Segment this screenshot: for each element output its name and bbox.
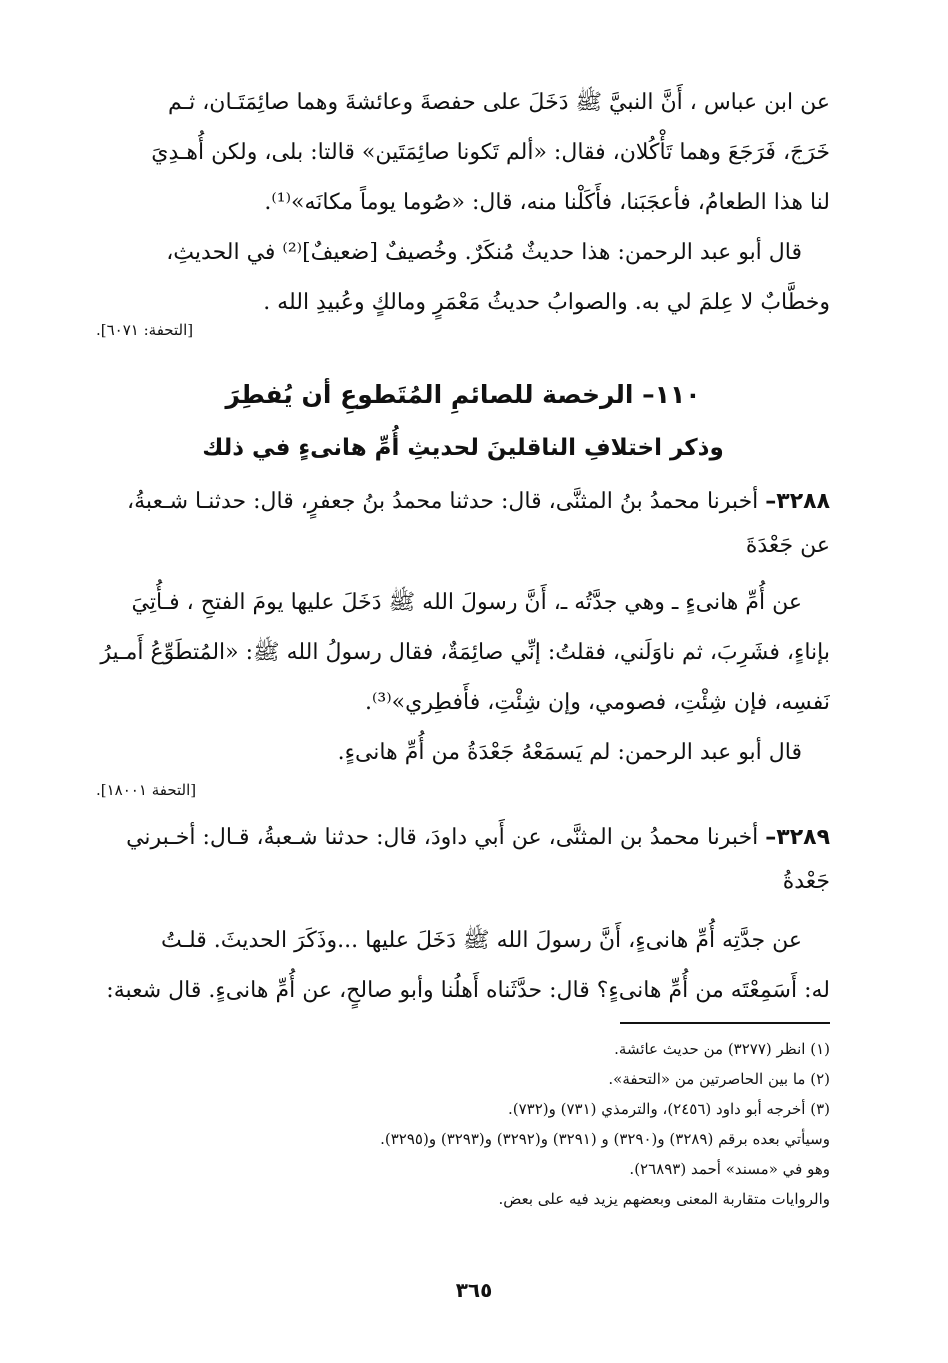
text-line: وخطَّابٌ لا عِلمَ لي به. والصوابُ حديثُ مَعْمَرٍ ومالكٍ وعُبيدِ الله . bbox=[263, 290, 830, 315]
tuhfa-reference: [التحفة ١٨٠٠١]. bbox=[96, 781, 197, 799]
author-note bbox=[96, 228, 830, 328]
text-line: بإناءٍ، فشَرِبَ، ثم ناوَلَني، فقلتُ: إنِّي صائِمَةٌ، فقال رسولُ الله ﷺ: «المُتطَوِّعُ أَمـيرُ bbox=[100, 640, 830, 665]
chapter-title: ١١٠– الرخصة للصائمِ المُتَطوعِ أن يُفطِرَ bbox=[225, 380, 701, 409]
footnote: وهو في «مسند» أحمد (٢٦٨٩٣). bbox=[629, 1160, 830, 1178]
text-line: جَعْدةُ bbox=[782, 869, 830, 894]
isnad-text: أخبرنا محمدُ بن المثنَّى، عن أَبي داودَ، قال: حدثنا شـعبةُ، قـال: أخـبرني bbox=[126, 825, 759, 850]
text-line: قال أبو عبد الرحمن: لم يَسمَعْهُ جَعْدَةُ من أُمِّ هانىءٍ. bbox=[337, 740, 802, 765]
footnote: (١) انظر (٣٢٧٧) من حديث عائشة. bbox=[614, 1040, 830, 1058]
hadith-number: ٣٢٨٩– bbox=[765, 825, 830, 850]
text-line bbox=[96, 816, 830, 860]
chapter-subtitle: وذكر اختلافِ الناقلينَ لحديثِ أُمِّ هانىءٍ في ذلك bbox=[202, 435, 724, 461]
text-line: لنا هذا الطعامُ، فأعجَبَنا، فأَكَلْنا منه، قال: «صُوما يوماً مكانَه»⁽¹⁾. bbox=[264, 190, 830, 215]
footnote-divider bbox=[620, 1022, 830, 1024]
text-line: عن ابن عباس ، أَنَّ النبيَّ ﷺ دَخَلَ على حفصةَ وعائشةَ وهما صائِمَتَـان، ثـم bbox=[168, 90, 830, 115]
isnad-text: أخبرنا محمدُ بنُ المثنَّى، قال: حدثنا محمدُ بنُ جعفرٍ، قال: حدثنـا شـعبةُ، bbox=[127, 489, 759, 514]
hadith-3289-isnad bbox=[96, 816, 830, 904]
footnote: (٣) أخرجه أبو داود (٢٤٥٦)، والترمذي (٧٣١) و(٧٣٢). bbox=[507, 1100, 830, 1118]
text-line: نَفسِه، فإن شِئْتِ، فصومي، وإن شِئْتِ، فأَفطِري»⁽³⁾. bbox=[365, 690, 830, 715]
footnote: والروايات متقاربة المعنى وبعضهم يزيد فيه على بعض. bbox=[498, 1190, 830, 1208]
text-line: عن جَعْدَةَ bbox=[745, 533, 830, 558]
text-line: خَرَجَ، فَرَجَعَ وهما تَأْكُلان، فقال: «ألم تَكونا صائِمَتَين» قالتا: بلى، ولكن أُهـدِيَ bbox=[151, 140, 830, 165]
footnote: وسيأتي بعده برقم (٣٢٨٩) و(٣٢٩٠) و (٣٢٩١) و(٣٢٩٢) و(٣٢٩٣) و(٣٢٩٥). bbox=[380, 1130, 830, 1148]
hadith-3289-matn bbox=[96, 916, 830, 1016]
page-body bbox=[96, 78, 830, 1016]
text-line: قال أبو عبد الرحمن: هذا حديثٌ مُنكَرٌ. وخُصيفٌ [ضعيفٌ]⁽²⁾ في الحديثِ، bbox=[166, 240, 802, 265]
footnote: (٢) ما بين الحاصرتين من «التحفة». bbox=[608, 1070, 830, 1088]
page-number: ٣٦٥ bbox=[455, 1278, 493, 1302]
hadith-number: ٣٢٨٨– bbox=[765, 489, 830, 514]
text-line: عن أُمِّ هانىءٍ ـ وهي جدَّتُه ـ، أَنَّ رسولَ الله ﷺ دَخَلَ عليها يومَ الفتحِ ، فـأُتِيَ bbox=[131, 590, 802, 615]
hadith-3288-matn bbox=[96, 578, 830, 778]
text-line: له: أَسَمِعْتَه من أُمِّ هانىءٍ؟ قال: حدَّثَناه أَهلُنا وأبو صالحٍ، عن أُمِّ هانىءٍ. قال شعبة: bbox=[106, 978, 830, 1003]
tuhfa-reference: [التحفة: ٦٠٧١]. bbox=[96, 321, 194, 339]
hadith-3288-isnad bbox=[96, 480, 830, 568]
text-line bbox=[96, 480, 830, 524]
hadith-text-top bbox=[96, 78, 830, 228]
footnotes bbox=[150, 1034, 830, 1214]
text-line: عن جدَّتِه أُمِّ هانىءٍ، أَنَّ رسولَ الله ﷺ دَخَلَ عليها ...وذَكَرَ الحديثَ. قلـتُ bbox=[160, 928, 802, 953]
